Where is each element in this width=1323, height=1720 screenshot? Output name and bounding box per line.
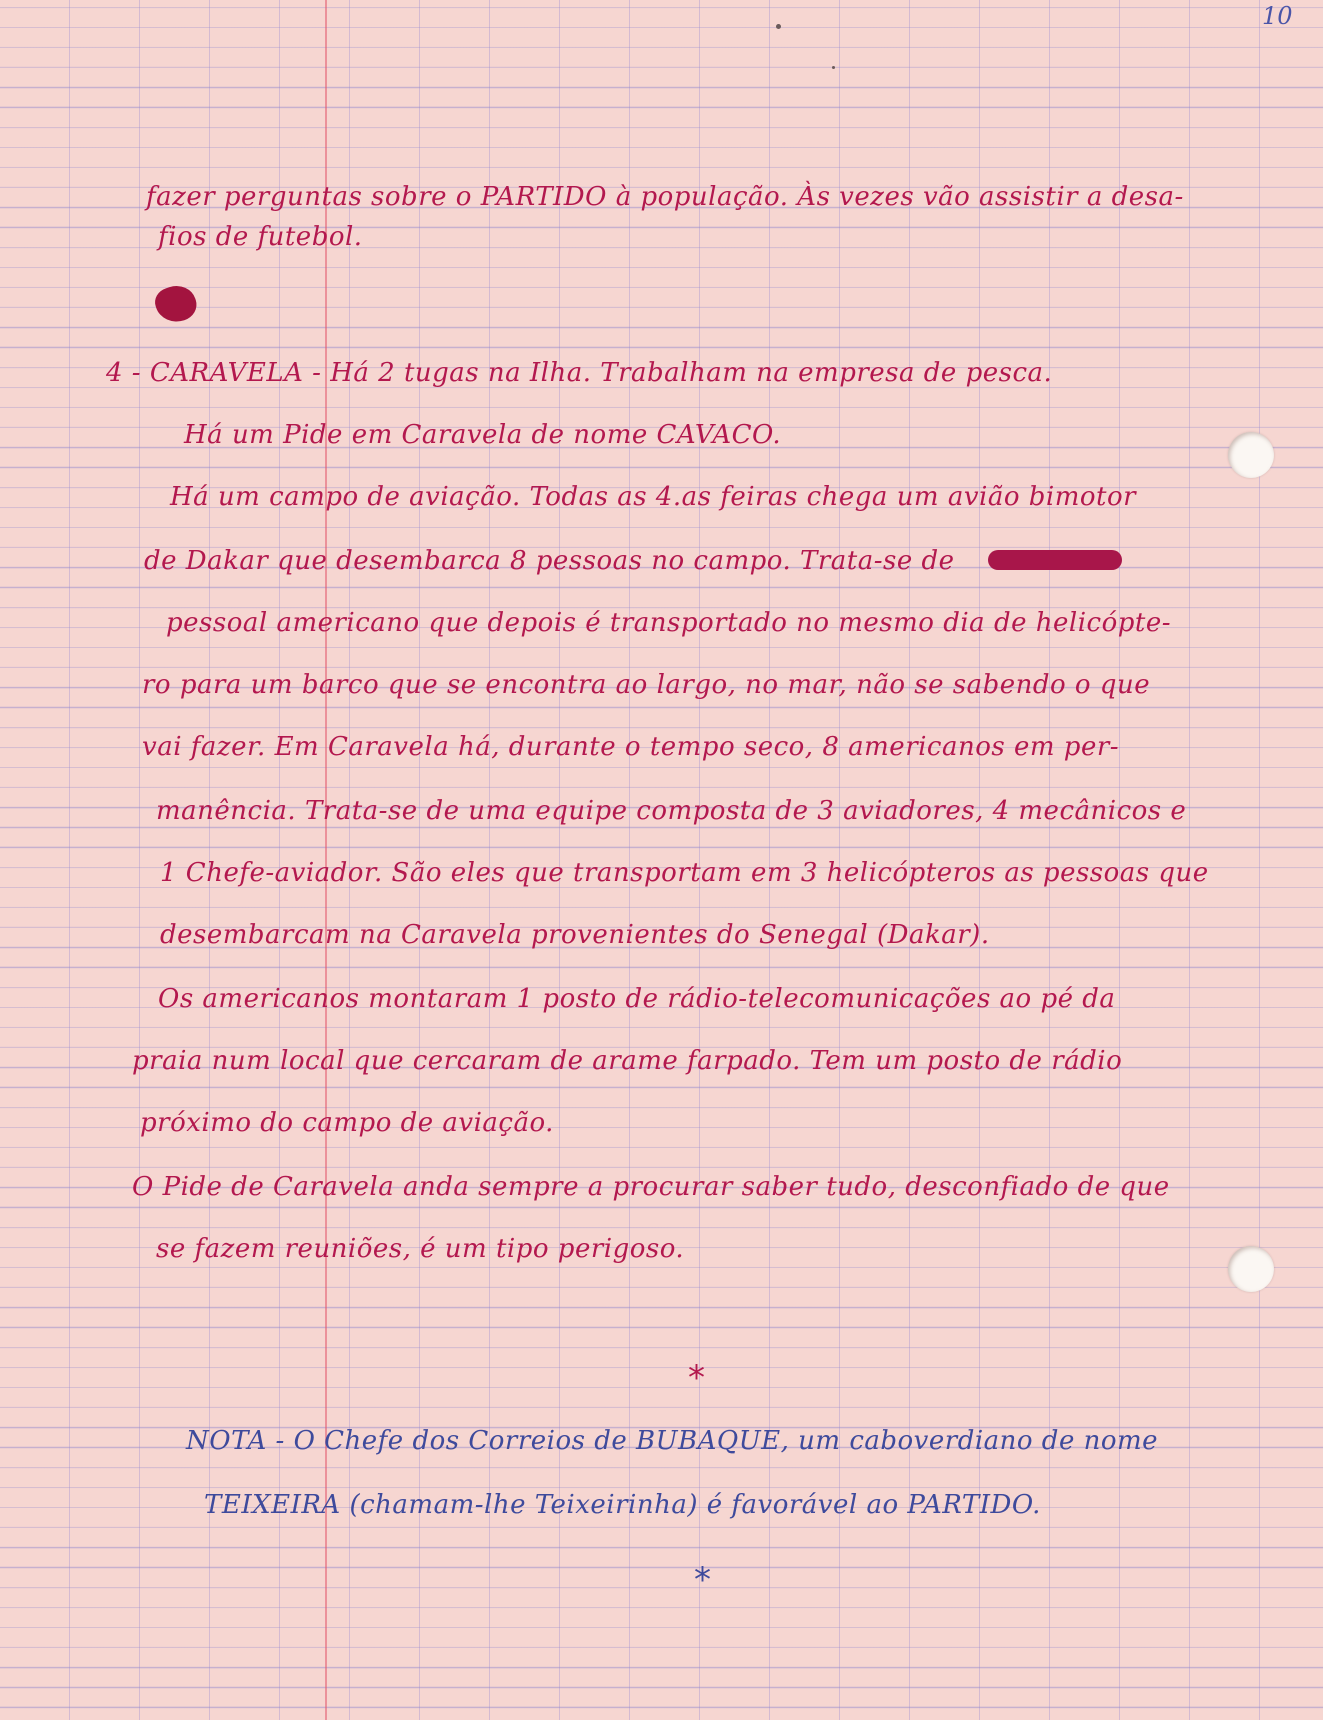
text-line: manência. Trata-se de uma equipe composta de 3 aviadores, 4 mecânicos e <box>156 796 1187 826</box>
note-line: TEIXEIRA (chamam-lhe Teixeirinha) é favorável ao PARTIDO. <box>204 1490 1041 1520</box>
text-line: Os americanos montaram 1 posto de rádio-telecomunicações ao pé da <box>158 984 1116 1014</box>
text-line: vai fazer. Em Caravela há, durante o tempo seco, 8 americanos em per- <box>142 732 1120 762</box>
ink-blot <box>151 281 200 328</box>
text-line: praia num local que cercaram de arame farpado. Tem um posto de rádio <box>132 1046 1123 1076</box>
text-line: Há um campo de aviação. Todas as 4.as feiras chega um avião bimotor <box>170 482 1137 512</box>
text-line: 1 Chefe-aviador. São eles que transportam em 3 helicópteros as pessoas que <box>160 858 1209 888</box>
text-line: Há um Pide em Caravela de nome CAVACO. <box>184 420 782 450</box>
punch-hole-bottom <box>1228 1246 1274 1292</box>
punch-hole-top <box>1228 432 1274 478</box>
text-line: fazer perguntas sobre o PARTIDO à população. Às vezes vão assistir a desa- <box>146 182 1184 212</box>
text-line: 4 - CARAVELA - Há 2 tugas na Ilha. Trabalham na empresa de pesca. <box>106 358 1053 388</box>
note-line: NOTA - O Chefe dos Correios de BUBAQUE, um caboverdiano de nome <box>186 1426 1159 1456</box>
text-line: se fazem reuniões, é um tipo perigoso. <box>156 1234 685 1264</box>
text-line: ro para um barco que se encontra ao largo, no mar, não se sabendo o que <box>142 670 1151 700</box>
page-number: 10 <box>1262 2 1293 30</box>
paper-speck <box>832 66 835 69</box>
crossed-out-word <box>988 550 1122 570</box>
text-line: desembarcam na Caravela provenientes do Senegal (Dakar). <box>160 920 990 950</box>
separator-asterisk: * <box>694 1560 711 1600</box>
text-line: fios de futebol. <box>158 222 363 252</box>
separator-asterisk: * <box>688 1358 705 1398</box>
text-line: próximo do campo de aviação. <box>140 1108 554 1138</box>
text-line: pessoal americano que depois é transportado no mesmo dia de helicópte- <box>166 608 1171 638</box>
paper-speck <box>776 24 781 29</box>
text-line: de Dakar que desembarca 8 pessoas no campo. Trata-se de <box>144 546 955 576</box>
text-line: O Pide de Caravela anda sempre a procurar saber tudo, desconfiado de que <box>132 1172 1170 1202</box>
